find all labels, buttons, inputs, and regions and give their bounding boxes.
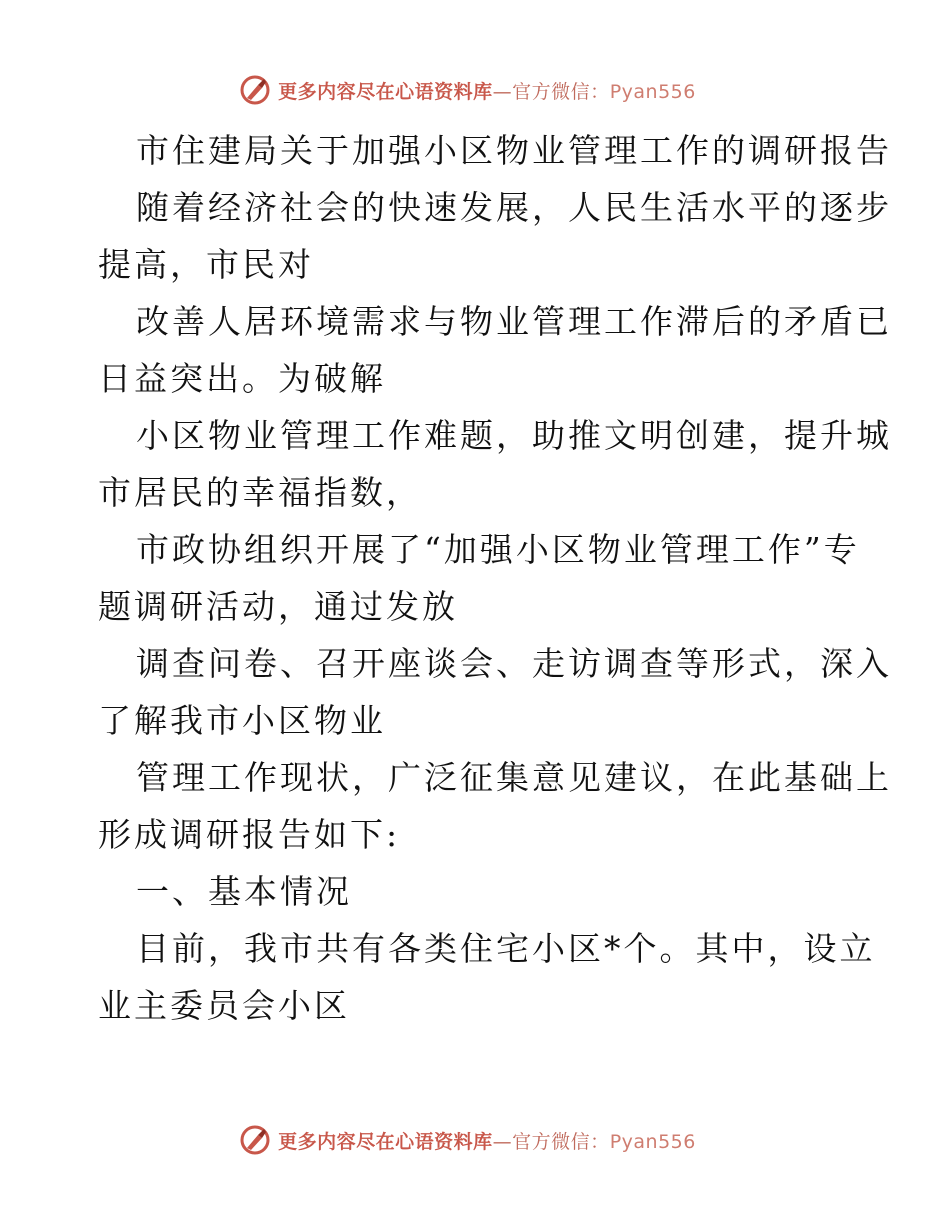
section-heading: 一、基本情况 bbox=[136, 872, 352, 911]
paragraph-line: 形成调研报告如下: bbox=[98, 815, 401, 854]
watermark-separator: — bbox=[492, 80, 513, 103]
watermark-id: Pyan556 bbox=[609, 80, 696, 103]
watermark-text bbox=[278, 77, 696, 104]
watermark-id: Pyan556 bbox=[609, 1130, 696, 1153]
paragraph-line: 小区物业管理工作难题，助推文明创建，提升城 bbox=[136, 416, 892, 455]
watermark-text bbox=[278, 1127, 696, 1154]
paragraph-line: 提高，市民对 bbox=[98, 245, 314, 284]
watermark-main: 更多内容尽在心语资料库 bbox=[278, 1130, 493, 1153]
watermark-banner-top bbox=[0, 70, 950, 110]
watermark-banner-bottom bbox=[0, 1120, 950, 1160]
watermark-content bbox=[238, 1123, 696, 1157]
document-title: 市住建局关于加强小区物业管理工作的调研报告 bbox=[136, 131, 892, 170]
paragraph-line: 调查问卷、召开座谈会、走访调查等形式，深入 bbox=[136, 644, 892, 683]
watermark-content bbox=[238, 73, 696, 107]
paragraph-line: 目前，我市共有各类住宅小区*个。其中，设立 bbox=[136, 929, 876, 968]
pen-nib-circle-icon bbox=[238, 73, 272, 107]
watermark-main: 更多内容尽在心语资料库 bbox=[278, 80, 493, 103]
pen-nib-circle-icon bbox=[238, 1123, 272, 1157]
paragraph-line: 日益突出。为破解 bbox=[98, 359, 386, 398]
paragraph-line: 题调研活动，通过发放 bbox=[98, 587, 458, 626]
watermark-suffix: 官方微信： bbox=[512, 1130, 610, 1153]
watermark-separator: — bbox=[492, 1130, 513, 1153]
paragraph-line: 市政协组织开展了“加强小区物业管理工作”专 bbox=[136, 530, 860, 569]
paragraph-line: 管理工作现状，广泛征集意见建议，在此基础上 bbox=[136, 758, 892, 797]
paragraph-line: 改善人居环境需求与物业管理工作滞后的矛盾已 bbox=[136, 302, 892, 341]
paragraph-line: 市居民的幸福指数， bbox=[98, 473, 422, 512]
watermark-suffix: 官方微信： bbox=[512, 80, 610, 103]
paragraph-line: 了解我市小区物业 bbox=[98, 701, 386, 740]
paragraph-line: 业主委员会小区 bbox=[98, 986, 350, 1025]
document-body bbox=[98, 122, 892, 1034]
paragraph-line: 随着经济社会的快速发展，人民生活水平的逐步 bbox=[136, 188, 892, 227]
